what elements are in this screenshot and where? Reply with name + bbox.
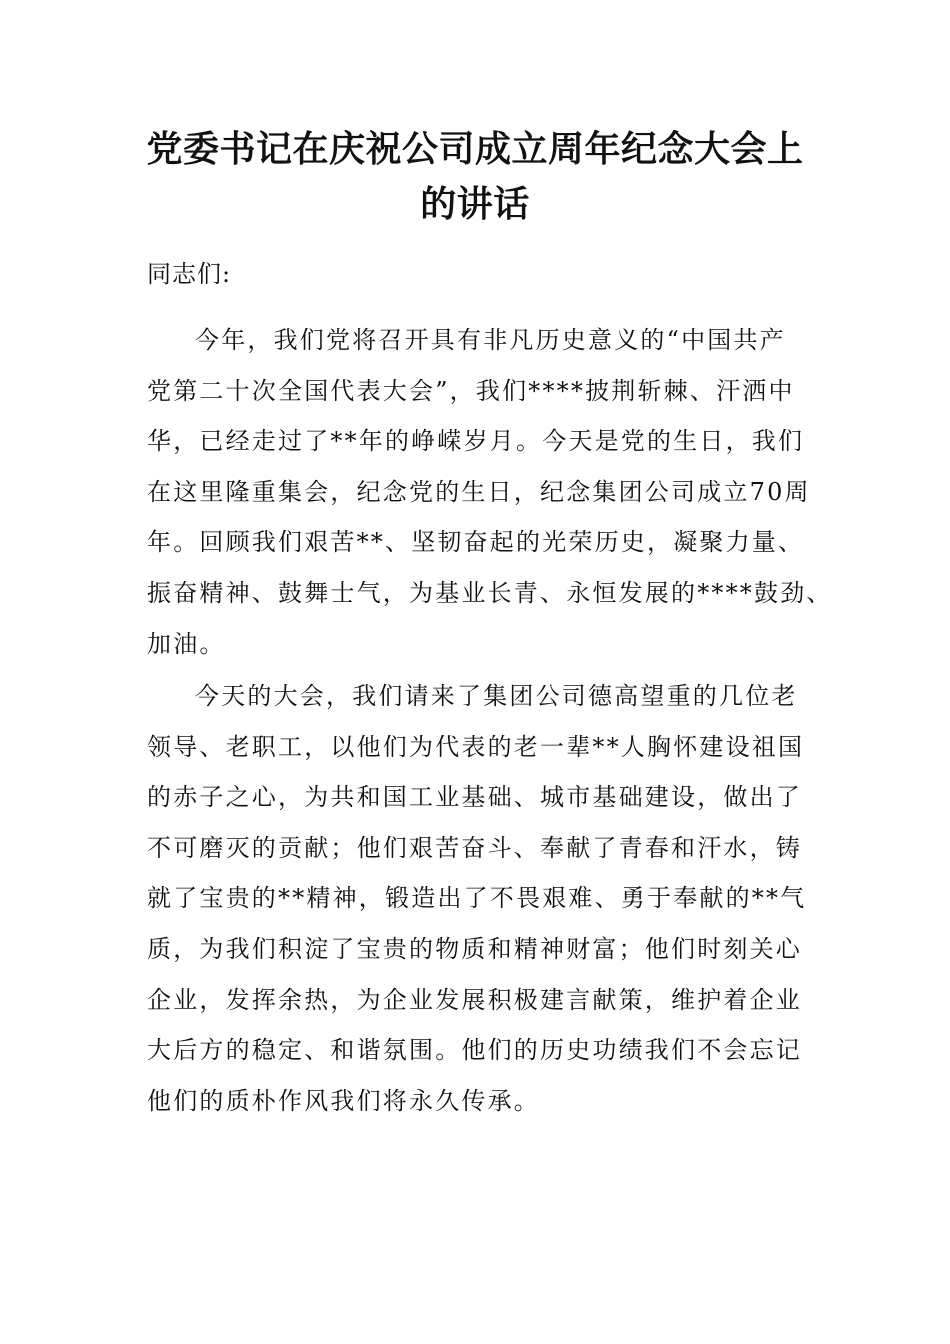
paragraph-line: 大后方的稳定、和谐氛围。他们的历史功绩我们不会忘记 (147, 1036, 802, 1065)
paragraph-1 (147, 315, 847, 669)
title-line: 的讲话 (420, 183, 530, 225)
salutation: 同志们: (147, 260, 232, 288)
paragraph-line: 振奋精神、鼓舞士气，为基业长青、永恒发展的****鼓劲、 (147, 578, 833, 607)
paragraph-2 (147, 671, 847, 1126)
paragraph-line: 就了宝贵的**精神，锻造出了不畏艰难、勇于奉献的**气 (147, 884, 807, 913)
paragraph-line: 年。回顾我们艰苦**、坚韧奋起的光荣历史，凝聚力量、 (147, 528, 805, 557)
paragraph-line: 加油。 (147, 629, 226, 658)
paragraph-line: 不可磨灭的贡献；他们艰苦奋斗、奉献了青春和汗水，铸 (147, 833, 802, 862)
paragraph-line: 企业，发挥余热，为企业发展积极建言献策，维护着企业 (147, 985, 802, 1014)
paragraph-line: 在这里隆重集会，纪念党的生日，纪念集团公司成立70周 (147, 477, 811, 506)
paragraph-line: 的赤子之心，为共和国工业基础、城市基础建设，做出了 (147, 783, 802, 812)
paragraph-line: 华，已经走过了**年的峥嵘岁月。今天是党的生日，我们 (147, 427, 805, 456)
paragraph-line: 今天的大会，我们请来了集团公司德高望重的几位老 (195, 682, 798, 710)
title-line: 党委书记在庆祝公司成立周年纪念大会上 (146, 128, 804, 170)
paragraph-line: 党第二十次全国代表大会”，我们****披荆斩棘、汗洒中 (147, 376, 795, 405)
paragraph-line: 质，为我们积淀了宝贵的物质和精神财富；他们时刻关心 (147, 934, 802, 963)
paragraph-line: 领导、老职工，以他们为代表的老一辈**人胸怀建设祖国 (147, 732, 805, 761)
document-title (145, 122, 805, 232)
paragraph-line: 他们的质朴作风我们将永久传承。 (147, 1086, 540, 1115)
paragraph-line: 今年，我们党将召开具有非凡历史意义的“中国共产 (195, 326, 786, 354)
